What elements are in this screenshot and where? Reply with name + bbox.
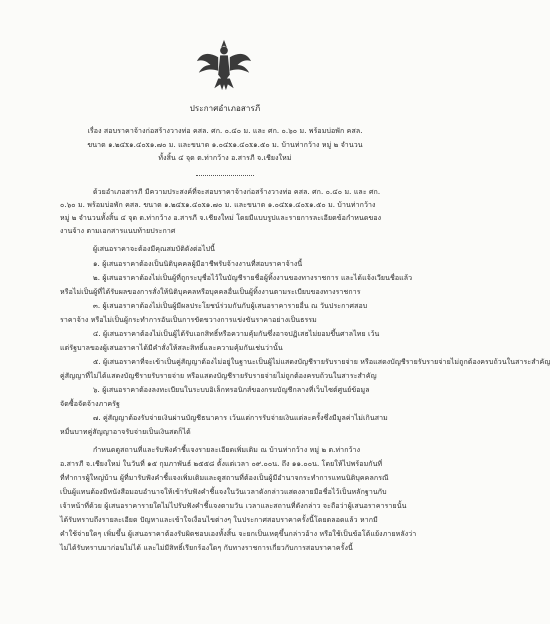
body-line: ๒. ผู้เสนอราคาต้องไม่เป็นผู้ที่ถูกระบุชื่อไว้ในบัญชีรายชื่อผู้ทิ้งงานของทางราชการ และได้แจ้งเวียนชื่อแล้ว: [93, 274, 413, 282]
subject-line: เรื่อง สอบราคาจ้างก่อสร้างวางท่อ คสล. ศก. ๐.๔๐ ม. และ ศก. ๐.๖๐ ม. พร้อมบ่อพัก คสล.: [87, 127, 363, 135]
body-line: ๗. คู่สัญญาต้องรับจ่ายเงินผ่านบัญชีธนาคาร เว้นแต่การรับจ่ายเงินแต่ละครั้งซึ่งมีมูลค่าไม่เกินสาม: [93, 414, 388, 422]
body-line: แต่รัฐบาลของผู้เสนอราคาได้มีคำสั่งให้สละสิทธิ์และความคุ้มกันเช่นว่านั้น: [60, 344, 283, 352]
body-line: หรือไม่เป็นผู้ที่ได้รับผลของการสั่งให้นิติบุคคลหรือบุคคลอื่นเป็นผู้ทิ้งงานตามระเบียบของทางราชการ: [60, 288, 361, 296]
body-line: งานจ้าง ตามเอกสารแนบท้ายประกาศ: [60, 227, 176, 235]
body-line: กำหนดดูสถานที่และรับฟังคำชี้แจงรายละเอียดเพิ่มเติม ณ บ้านท่ากว้าง หมู่ ๒ ต.ท่ากว้าง: [93, 446, 361, 454]
body-line: เป็นผู้แทนต้องมีหนังสือมอบอำนาจให้เข้ารับฟังคำชี้แจงในวันเวลาดังกล่าวแสดงลายมือชื่อไว้เป็นหลักฐานกับ: [60, 488, 387, 496]
subject-line: ทั้งสิ้น ๔ จุด ต.ท่ากว้าง อ.สารภี จ.เชียงใหม่: [158, 154, 292, 162]
body-line: เจ้าหน้าที่ด้วย ผู้เสนอราคารายใดไม่ไปรับฟังคำชี้แจงตามวัน เวลาและสถานที่ดังกล่าว จะถือว่าผู้เสนอราคารายนั้น: [60, 502, 407, 510]
body-line: ๔. ผู้เสนอราคาต้องไม่เป็นผู้ได้รับเอกสิทธิ์หรือความคุ้มกันซึ่งอาจปฏิเสธไม่ยอมขึ้นศาลไทย เว้น: [93, 330, 380, 338]
subject-line: ขนาด ๑.๒๔x๑.๔๐x๑.๗๐ ม. และขนาด ๑.๐๔x๑.๔๐x๑.๕๐ ม. บ้านท่ากว้าง หมู่ ๒ จำนวน: [87, 141, 363, 149]
body-line: ที่ทำการผู้ใหญ่บ้าน ผู้ที่มารับฟังคำชี้แจงเพิ่มเติมและดูสถานที่ต้องเป็นผู้มีอำนาจกระทำการแทนนิติบุคคลกรณี: [60, 474, 389, 482]
body-line: หมู่ ๒ จำนวนทั้งสิ้น ๔ จุด ต.ท่ากว้าง อ.สารภี จ.เชียงใหม่ โดยมีแบบรูปและรายการละเอียดข้อกำหนดของ: [60, 214, 382, 222]
garuda-emblem-icon: [195, 36, 253, 94]
divider: [196, 175, 254, 176]
body-line: ๓. ผู้เสนอราคาต้องไม่เป็นผู้มีผลประโยชน์ร่วมกันกับผู้เสนอราคารายอื่น ณ วันประกาศสอบ: [93, 302, 368, 310]
body-line: จัดซื้อจัดจ้างภาครัฐ: [60, 400, 120, 408]
body-line: ๑. ผู้เสนอราคาต้องเป็นนิติบุคคลผู้มีอาชีพรับจ้างงานที่สอบราคาจ้างนี้: [93, 260, 303, 268]
body-line: ๖. ผู้เสนอราคาต้องลงทะเบียนในระบบอิเล็กทรอนิกส์ของกรมบัญชีกลางที่เว็บไซต์ศูนย์ข้อมูล: [93, 386, 370, 394]
body-line: คำใช้จ่ายใดๆ เพิ่มขึ้น ผู้เสนอราคาต้องรับผิดชอบเองทั้งสิ้น จะยกเป็นเหตุขึ้นกล่าวอ้าง หรือใช้เป็นข้อโต้แย้งภายหลังว่า: [60, 530, 417, 538]
body-line: หมื่นบาทคู่สัญญาอาจรับจ่ายเป็นเงินสดก็ได้: [60, 428, 191, 436]
body-line: ๐.๖๐ ม. พร้อมบ่อพัก คสล. ขนาด ๑.๒๔x๑.๔๐x๑.๗๐ ม. และขนาด ๑.๐๔x๑.๔๐x๑.๕๐ ม. บ้านท่ากว้าง: [60, 201, 376, 209]
body-line: คู่สัญญาที่ไม่ได้แสดงบัญชีรายรับรายจ่าย หรือแสดงบัญชีรายรับรายจ่ายไม่ถูกต้องครบถ้วนในสาระสำคัญ: [60, 372, 377, 380]
body-line: ๕. ผู้เสนอราคาที่จะเข้าเป็นคู่สัญญาต้องไม่อยู่ในฐานะเป็นผู้ไม่แสดงบัญชีรายรับรายจ่าย หรือแสดงบัญชีรายรับรายจ่ายไม่ถูกต้องครบถ้วนในสาระสำคัญ: [93, 358, 550, 366]
body-line: ด้วยอำเภอสารภี มีความประสงค์ที่จะสอบราคาจ้างก่อสร้างวางท่อ คสล. ศก. ๐.๔๐ ม. และ ศก.: [93, 188, 381, 196]
body-line: ไม่ได้รับทราบมาก่อนไม่ได้ และไม่มีสิทธิ์เรียกร้องใดๆ กับทางราชการเกี่ยวกับการสอบราคาครั้งนี้: [60, 544, 353, 552]
document-title: ประกาศอำเภอสารภี: [189, 104, 261, 113]
body-line: ได้รับทราบถึงรายละเอียด ปัญหาและเข้าใจเงื่อนไขต่างๆ ในประกาศสอบราคาครั้งนี้โดยตลอดแล้ว หากมี: [60, 516, 378, 524]
body-line: ราคาจ้าง หรือไม่เป็นผู้กระทำการอันเป็นการขัดขวางการแข่งขันราคาอย่างเป็นธรรม: [60, 316, 317, 324]
body-line: ผู้เสนอราคาจะต้องมีคุณสมบัติดังต่อไปนี้: [93, 245, 216, 253]
body-line: อ.สารภี จ.เชียงใหม่ ในวันที่ ๑๕ กุมภาพันธ์ ๒๕๕๘ ตั้งแต่เวลา ๐๙.๐๐น. ถึง ๑๑.๐๐น. โดยให้ไปพร้อมกันที่: [60, 460, 383, 468]
